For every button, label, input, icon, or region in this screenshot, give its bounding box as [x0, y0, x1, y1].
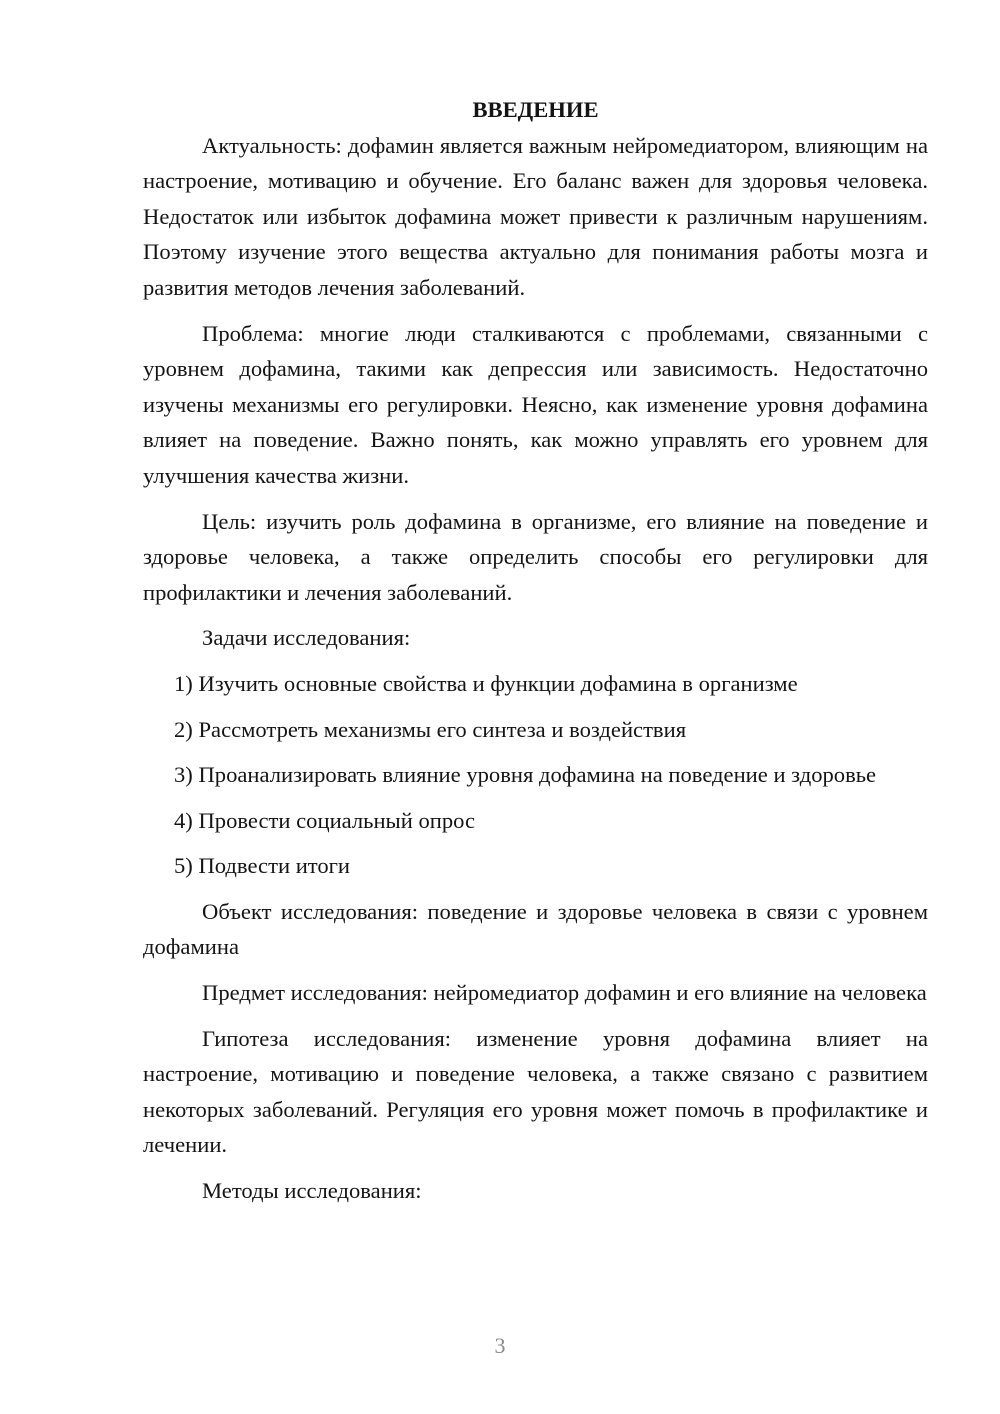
page-content [143, 92, 928, 1209]
task-item-5: 5) Подвести итоги [174, 853, 351, 879]
paragraph-tasks-heading: Задачи исследования: [202, 625, 411, 651]
paragraph-relevance: Актуальность: дофамин является важным нейромедиатором, влияющим на настроение, мотивацию и обучение. Его баланс важен для здоровья человека. Недостаток или избыток дофамина может привести к различным нарушениям. Поэтому изучение этого вещества актуально для понимания работы мозга и развития методов лечения заболеваний. [143, 132, 928, 300]
page-number: 3 [494, 1333, 506, 1358]
paragraph-methods: Методы исследования: [202, 1178, 422, 1204]
section-title: ВВЕДЕНИЕ [472, 97, 599, 122]
paragraph-subject: Предмет исследования: нейромедиатор дофамин и его влияние на человека [202, 980, 927, 1006]
task-item-2: 2) Рассмотреть механизмы его синтеза и воздействия [174, 716, 687, 742]
task-item-3: 3) Проанализировать влияние уровня дофамина на поведение и здоровье [174, 762, 877, 788]
paragraph-problem: Проблема: многие люди сталкиваются с проблемами, связанными с уровнем дофамина, такими как депрессия или зависимость. Недостаточно изучены механизмы его регулировки. Неясно, как изменение уровня дофамина влияет на поведение. Важно понять, как можно управлять его уровнем для улучшения качества жизни. [143, 320, 928, 488]
task-item-4: 4) Провести социальный опрос [174, 807, 476, 833]
paragraph-goal: Цель: изучить роль дофамина в организме, его влияние на поведение и здоровье человека, а также определить способы его регулировки для профилактики и лечения заболеваний. [143, 508, 928, 605]
paragraph-hypothesis: Гипотеза исследования: изменение уровня дофамина влияет на настроение, мотивацию и поведение человека, а также связано с развитием некоторых заболеваний. Регуляция его уровня может помочь в профилактике и лечении. [143, 1025, 928, 1158]
task-item-1: 1) Изучить основные свойства и функции дофамина в организме [174, 670, 798, 696]
paragraph-object: Объект исследования: поведение и здоровье человека в связи с уровнем дофамина [143, 898, 928, 960]
